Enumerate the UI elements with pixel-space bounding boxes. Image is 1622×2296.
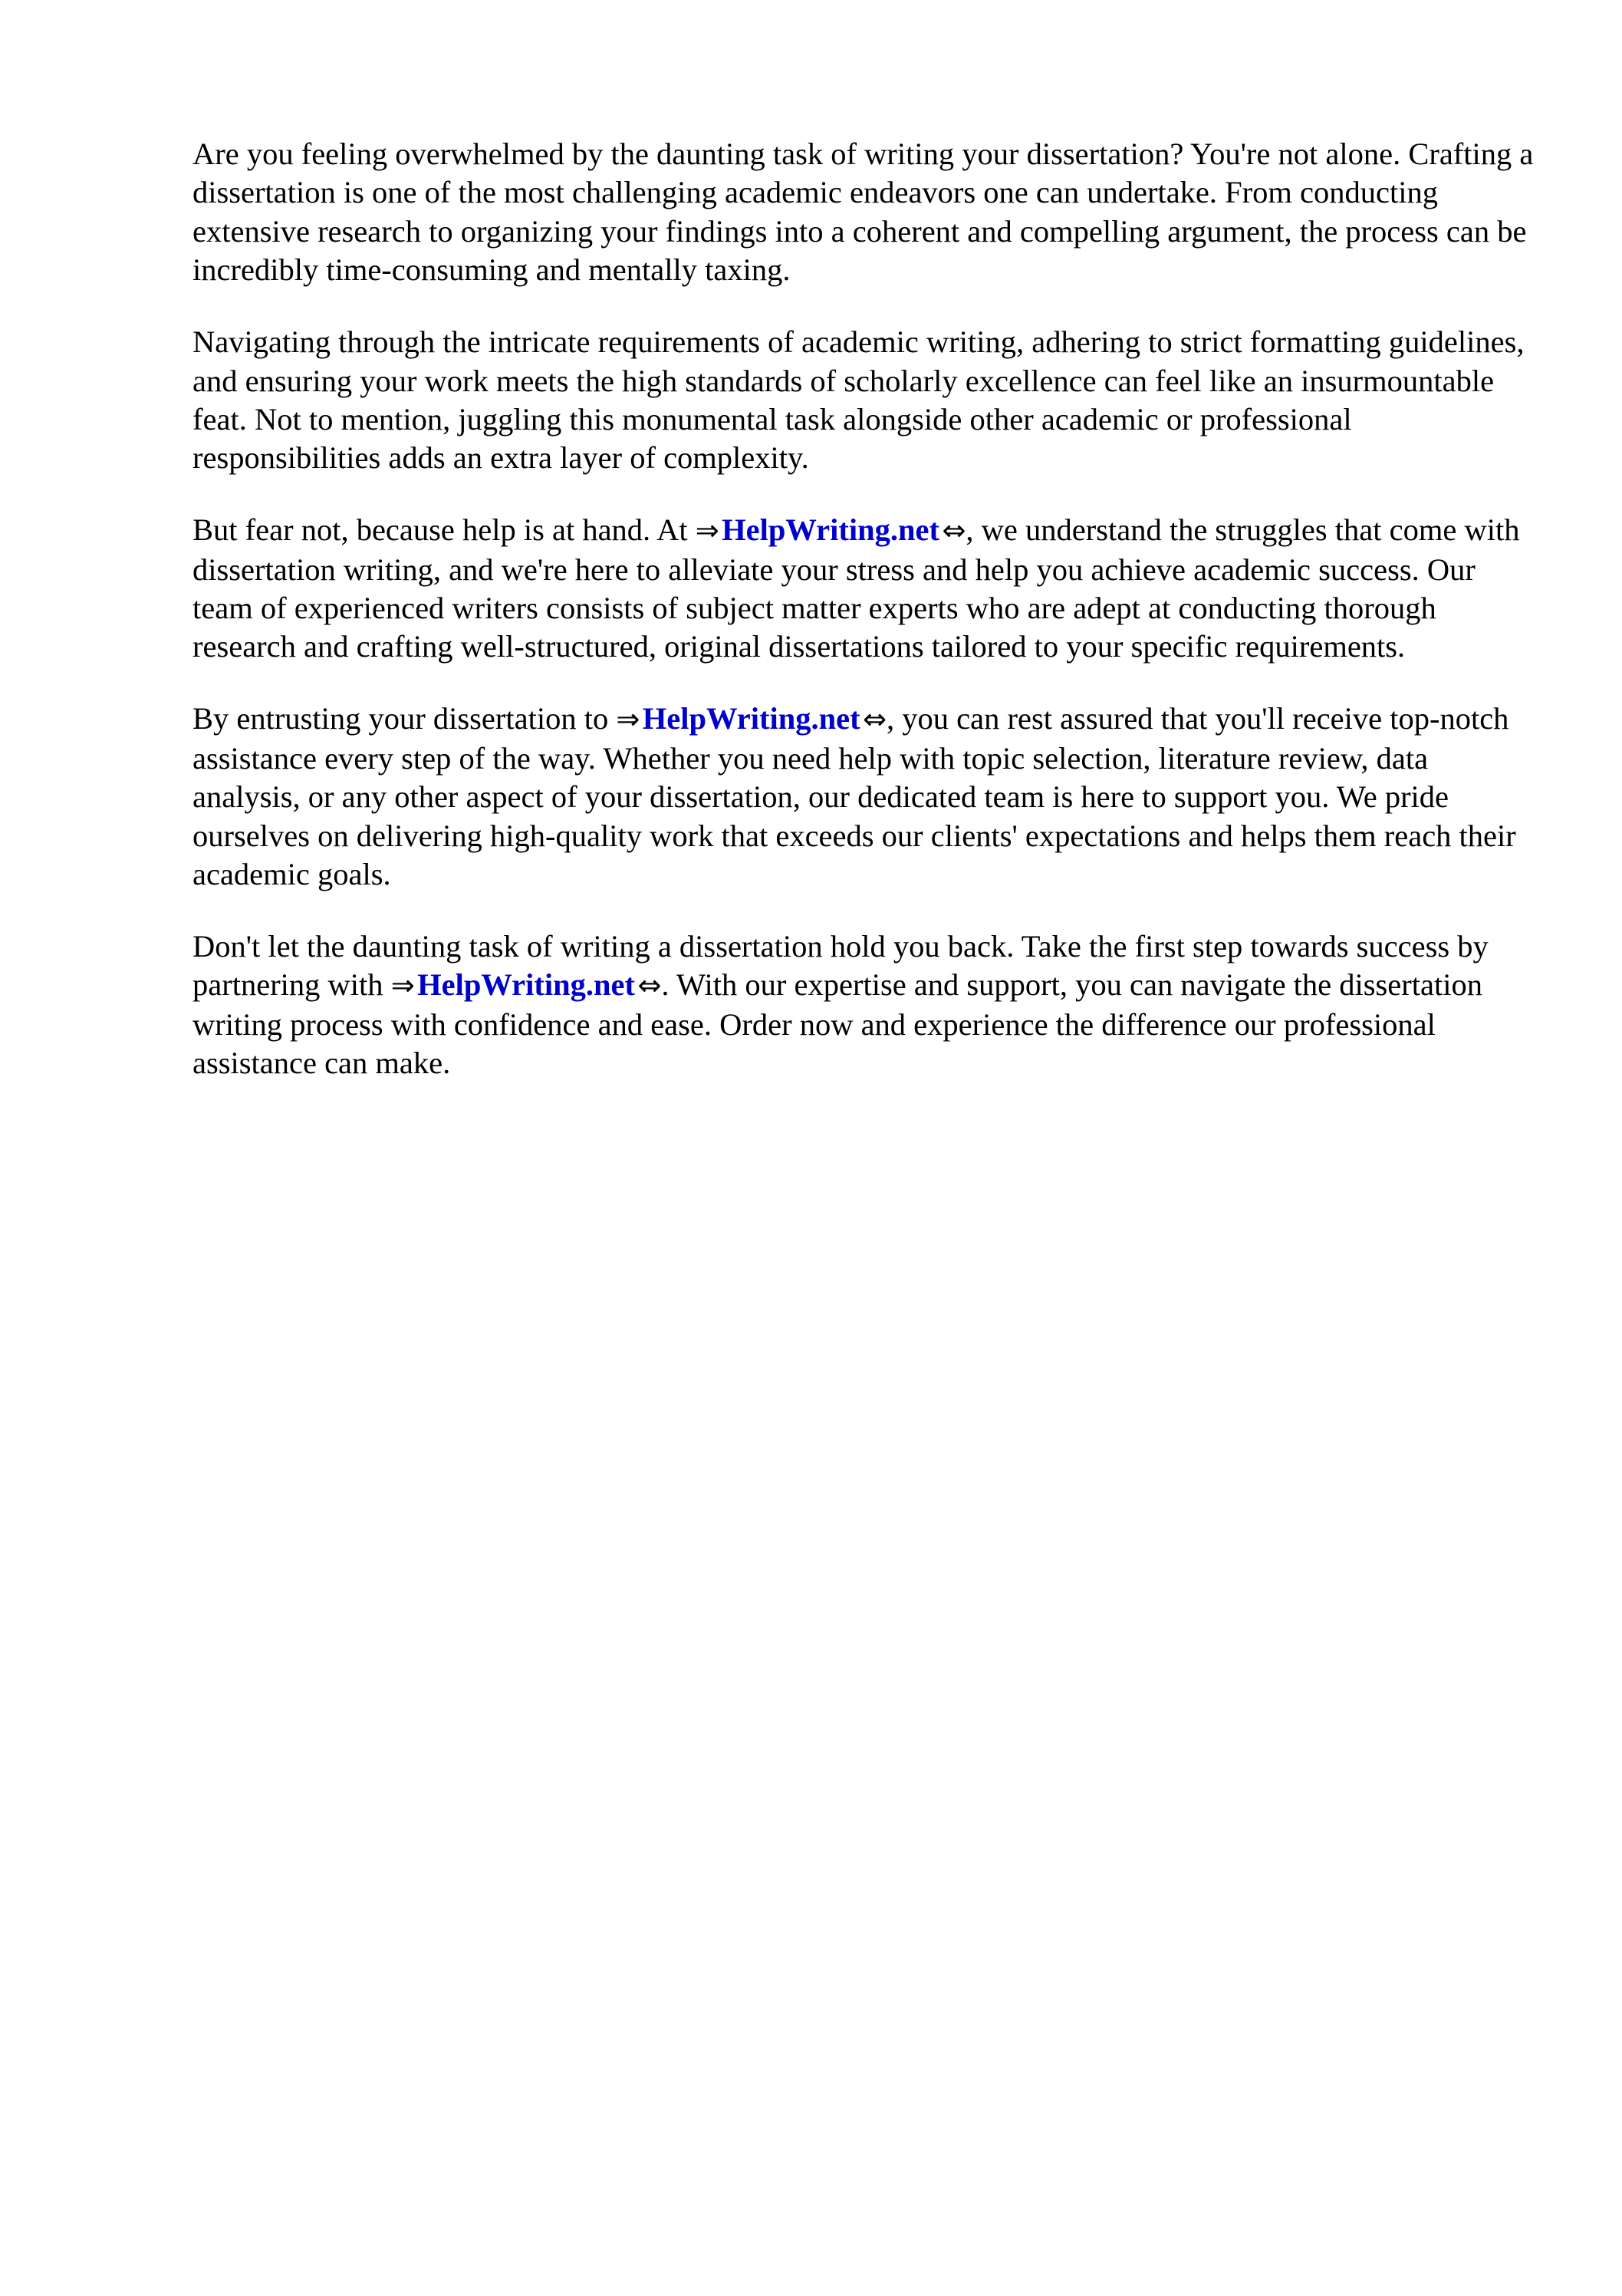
paragraph-text-segment: But fear not, because help is at hand. At: [192, 512, 696, 548]
paragraph-text-segment: By entrusting your dissertation to: [192, 701, 617, 736]
right-arrow-icon: ⇒: [616, 703, 640, 736]
left-right-arrow-icon: ⇔: [637, 969, 662, 1003]
left-right-arrow-icon: ⇔: [863, 703, 887, 736]
right-arrow-icon: ⇒: [695, 514, 719, 548]
paragraph-text-segment: , we understand the struggles that come with dissertation writing, and we're here to alleviate your stress and help you achieve academic success. Our team of experienced writers consists of subject matter experts who are adept at conducting thorough research and crafting well-structured, original dissertations tailored to your specific requirements.: [192, 512, 1520, 664]
paragraph-call-to-action: [192, 927, 1535, 1083]
right-arrow-icon: ⇒: [390, 969, 415, 1003]
paragraph-text-segment: . With our expertise and support, you can navigate the dissertation writing process with confidence and ease. Order now and experience the difference our professional assistance can make.: [192, 967, 1482, 1081]
left-right-arrow-icon: ⇔: [942, 514, 966, 548]
paragraph-intro: Are you feeling overwhelmed by the daunting task of writing your dissertation? You're not alone. Crafting a dissertation is one of the most challenging academic endeavors one can undertake. From conducting extensive research to organizing your findings into a coherent and compelling argument, the process can be incredibly time-consuming and mentally taxing.: [192, 137, 1534, 288]
paragraph-help: [192, 511, 1535, 667]
paragraph-entrusting: [192, 700, 1535, 894]
helpwriting-link[interactable]: HelpWriting.net: [642, 701, 860, 736]
paragraph-text-segment: , you can rest assured that you'll receive top-notch assistance every step of the way. Whether you need help with topic selection, literature review, data analysis, or any other aspect of your dissertation, our dedicated team is here to support you. We pride ourselves on delivering high-quality work that exceeds our clients' expectations and helps them reach their academic goals.: [192, 701, 1516, 891]
helpwriting-link[interactable]: HelpWriting.net: [722, 512, 939, 548]
paragraph-text-segment: Don't let the daunting task of writing a dissertation hold you back. Take the first step towards success by partnering with: [192, 928, 1489, 1003]
paragraph-challenges: Navigating through the intricate requirements of academic writing, adhering to strict formatting guidelines, and ensuring your work meets the high standards of scholarly excellence can feel like an insurmountable feat. Not to mention, juggling this monumental task alongside other academic or professional responsibilities adds an extra layer of complexity.: [192, 324, 1525, 476]
helpwriting-link[interactable]: HelpWriting.net: [417, 967, 635, 1003]
document-body: [192, 135, 1535, 1116]
